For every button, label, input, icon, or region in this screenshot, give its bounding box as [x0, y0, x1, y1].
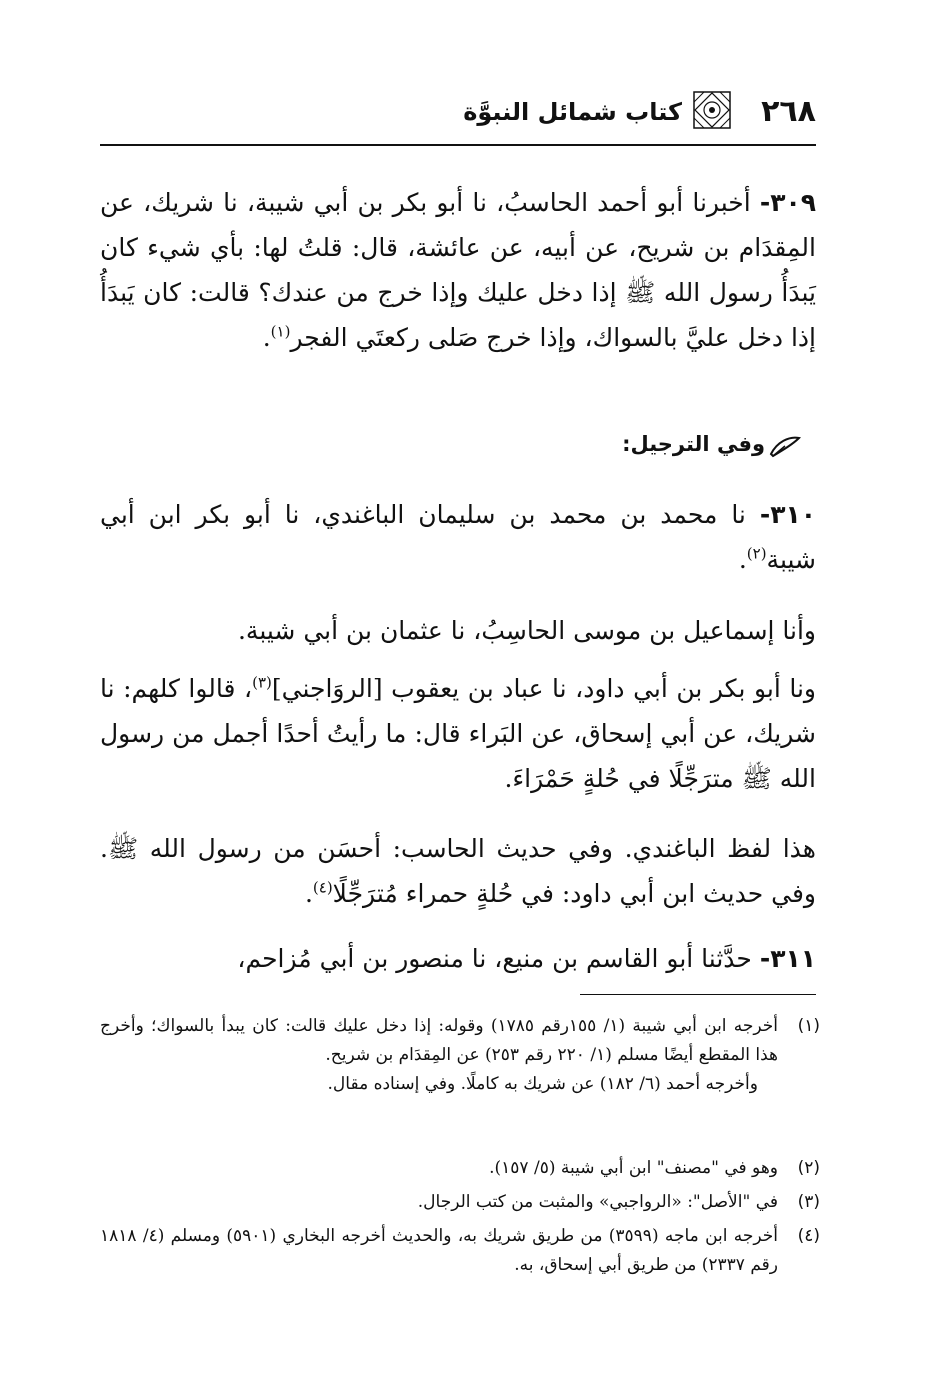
hadith-number: ٣١٠-	[759, 500, 816, 529]
footnote-ref[interactable]: (٤)	[312, 878, 333, 897]
footnote-4	[100, 1222, 820, 1280]
hadith-number: ٣٠٩-	[759, 188, 817, 217]
footnote-ref[interactable]: (٢)	[746, 544, 767, 563]
footnote-text: أخرجه ابن ماجه (٣٥٩٩) من طريق شريك به، والحديث أخرجه البخاري (٥٩٠١) ومسلم (٤/ ١٨١٨ رقم ٢٣٣٧) من طريق أبي إسحاق، به.	[100, 1226, 778, 1275]
hadith-text: حدَّثنا أبو القاسم بن منيع، نا منصور بن أبي مُزاحم،	[237, 944, 752, 973]
isnad-text: ونا أبو بكر بن أبي داود، نا عباد بن يعقوب [الروَاجني]	[271, 674, 816, 703]
page-number: ٢٦٨	[761, 94, 816, 129]
hadith-text: نا محمد بن محمد بن سليمان الباغندي، نا أبو بكر ابن أبي شيبة	[100, 500, 816, 574]
footnote-ref[interactable]: (١)	[270, 322, 291, 341]
ornament-icon	[692, 90, 732, 130]
commentary	[100, 826, 816, 916]
isnad-text-cont: ، قالوا كلهم: نا شريك، عن أبي إسحاق، عن البَراء قال: ما رأيتُ أحدًا أجمل من رسول الله ﷺ مترَجِّلًا في حُلةٍ حَمْرَاءَ.	[100, 674, 816, 793]
hadith-309	[100, 180, 816, 360]
footnote-label: (٤)	[797, 1226, 820, 1246]
punctuation: .	[262, 323, 271, 352]
footnote-separator	[580, 994, 816, 995]
punctuation: .	[304, 879, 313, 908]
footnote-text: في "الأصل": «الرواجبي» والمثبت من كتب الرجال.	[417, 1192, 778, 1212]
isnad-abubakr	[100, 666, 816, 801]
hadith-311	[100, 936, 816, 981]
footnote-text: أخرجه ابن أبي شيبة (١/ ١٥٥رقم ١٧٨٥) وقوله: إذا دخل عليك قالت: كان يبدأ بالسواك؛ وأخرج هذا المقطع أيضًا مسلم (١/ ٢٢٠ رقم ٢٥٣) عن المِقدَام بن شريح.	[100, 1016, 779, 1065]
footnote-1	[100, 1012, 820, 1099]
hadith-310	[100, 492, 816, 582]
footnote-label: (٢)	[797, 1158, 820, 1178]
hadith-number: ٣١١-	[759, 944, 816, 973]
footnote-ref[interactable]: (٣)	[252, 673, 272, 692]
footnote-label: (٣)	[797, 1192, 820, 1212]
footnote-3	[100, 1188, 820, 1217]
commentary-text: هذا لفظ الباغندي. وفي حديث الحاسب: أحسَن من رسول الله ﷺ. وفي حديث ابن أبي داود: في حُلةٍ حمراء مُترَجِّلًا	[100, 834, 816, 908]
pen-icon	[769, 432, 801, 458]
footnote-label: (١)	[797, 1016, 820, 1036]
footnote-continuation: وأخرجه أحمد (٦/ ١٨٢) عن شريك به كاملًا. وفي إسناده مقال.	[327, 1074, 758, 1094]
footnote-text: وهو في "مصنف" ابن أبي شيبة (٥/ ١٥٧).	[489, 1158, 778, 1178]
footnote-2	[100, 1154, 820, 1183]
isnad-ismail: وأنا إسماعيل بن موسى الحاسِبُ، نا عثمان بن أبي شيبة.	[237, 616, 816, 645]
hadith-text: أخبرنا أبو أحمد الحاسبُ، نا أبو بكر بن أبي شيبة، نا شريك، عن المِقدَام بن شريح، عن أبيه، عن عائشة، قال: قلتُ لها: بأي شيء كان يَبدَأُ رسول الله ﷺ إذا دخل عليك وإذا خرج من عندك؟ قالت: كان يَبدَأُ إذا دخل عليَّ بالسواك، وإذا خرج صَلى ركعتَي الفجر	[100, 188, 816, 352]
punctuation: .	[738, 545, 747, 574]
section-subheading: وفي الترجيل:	[622, 432, 765, 456]
page-header	[100, 84, 816, 146]
book-title: كتاب شمائل النبوَّة	[463, 98, 682, 126]
